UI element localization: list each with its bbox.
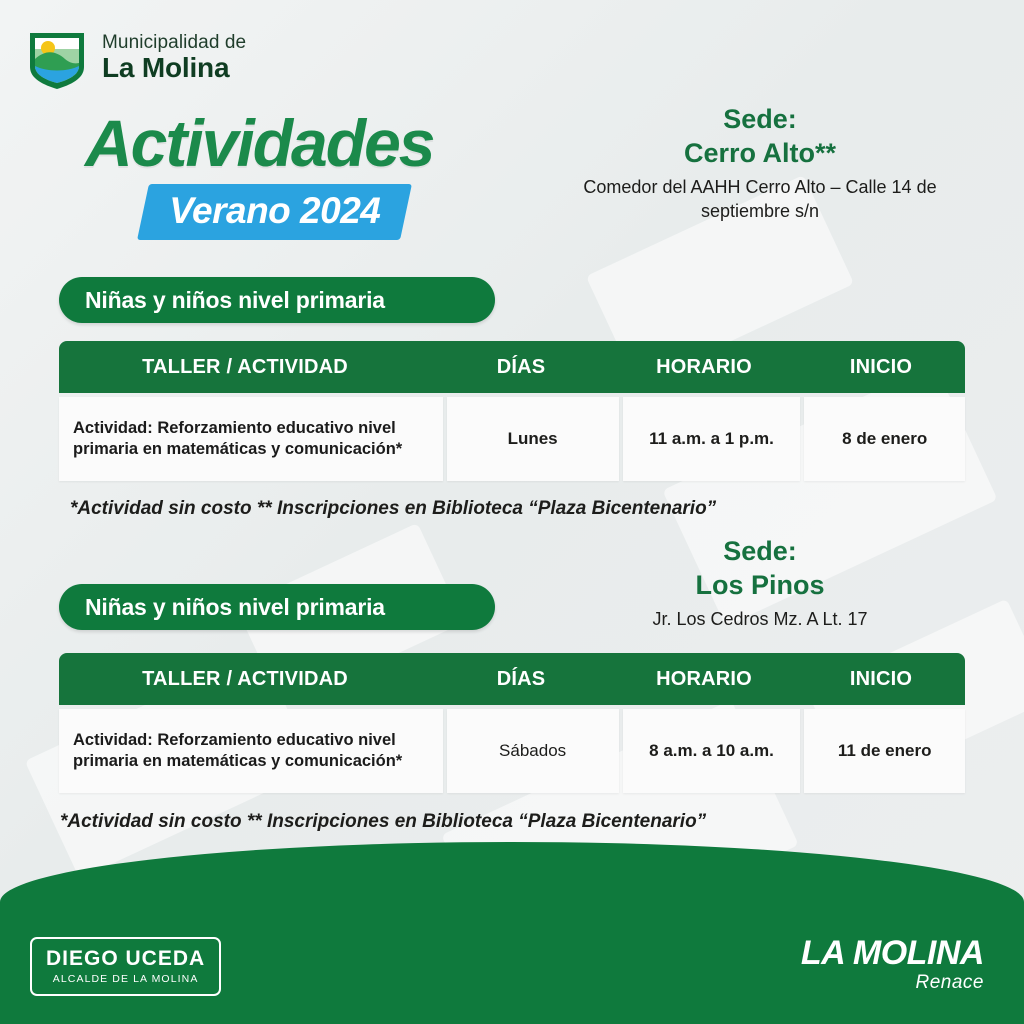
table-row [59, 709, 965, 793]
brand-logo [801, 936, 984, 994]
sede-label: Sede: [723, 104, 797, 134]
table-row [59, 397, 965, 481]
table-note-1: *Actividad sin costo ** Inscripciones en Biblioteca “Plaza Bicentenario” [70, 498, 717, 519]
table-header-row [59, 653, 965, 705]
col-header-dias: DÍAS [496, 355, 546, 378]
col-header-dias: DÍAS [496, 667, 546, 690]
col-header-inicio: INICIO [849, 667, 913, 690]
municipality-line2: La Molina [102, 52, 230, 84]
sede-block-2 [560, 535, 960, 631]
section-pill-2 [59, 584, 495, 630]
col-header-inicio: INICIO [849, 355, 913, 378]
sede-block-1 [560, 103, 960, 223]
title-sub-banner [137, 184, 412, 240]
brand-line2: Renace [915, 972, 984, 993]
mayor-role: ALCALDE DE LA MOLINA [52, 972, 199, 985]
table-header-row [59, 341, 965, 393]
title-main: Actividades [85, 106, 434, 180]
col-header-taller: TALLER / ACTIVIDAD [142, 355, 348, 378]
sede-address: Jr. Los Cedros Mz. A Lt. 17 [652, 608, 868, 629]
footer-bar [0, 902, 1024, 1024]
page-title [85, 106, 434, 240]
activities-table-2 [59, 653, 965, 793]
col-header-horario: HORARIO [656, 355, 752, 378]
municipal-crest-icon [24, 25, 90, 91]
col-header-taller: TALLER / ACTIVIDAD [142, 667, 348, 690]
sede-name: Los Pinos [695, 569, 825, 600]
footer-curve [0, 842, 1024, 902]
cell-inicio: 8 de enero [804, 397, 965, 481]
cell-dias: Sábados [447, 709, 619, 793]
section-pill-label: Niñas y niños nivel primaria [85, 286, 385, 313]
mayor-badge [30, 937, 221, 996]
cell-horario: 11 a.m. a 1 p.m. [623, 397, 801, 481]
municipality-logo [24, 25, 246, 91]
cell-horario: 8 a.m. a 10 a.m. [623, 709, 801, 793]
section-pill-label: Niñas y niños nivel primaria [85, 593, 385, 620]
sede-name: Cerro Alto** [683, 137, 837, 168]
cell-inicio: 11 de enero [804, 709, 965, 793]
cell-activity: Actividad: Reforzamiento educativo nivel primaria en matemáticas y comunicación* [59, 397, 443, 481]
municipality-line1: Municipalidad de [102, 32, 247, 54]
title-sub: Verano 2024 [169, 190, 381, 231]
table-note-2: *Actividad sin costo ** Inscripciones en Biblioteca “Plaza Bicentenario” [60, 811, 707, 832]
col-header-horario: HORARIO [656, 667, 752, 690]
mayor-name: DIEGO UCEDA [46, 946, 206, 970]
cell-activity: Actividad: Reforzamiento educativo nivel primaria en matemáticas y comunicación* [59, 709, 443, 793]
brand-line1: LA MOLINA [800, 934, 984, 972]
section-pill-1 [59, 277, 495, 323]
sede-address: Comedor del AAHH Cerro Alto – Calle 14 de septiembre s/n [583, 176, 937, 221]
cell-dias: Lunes [447, 397, 619, 481]
activities-table-1 [59, 341, 965, 481]
sede-label: Sede: [723, 536, 797, 566]
